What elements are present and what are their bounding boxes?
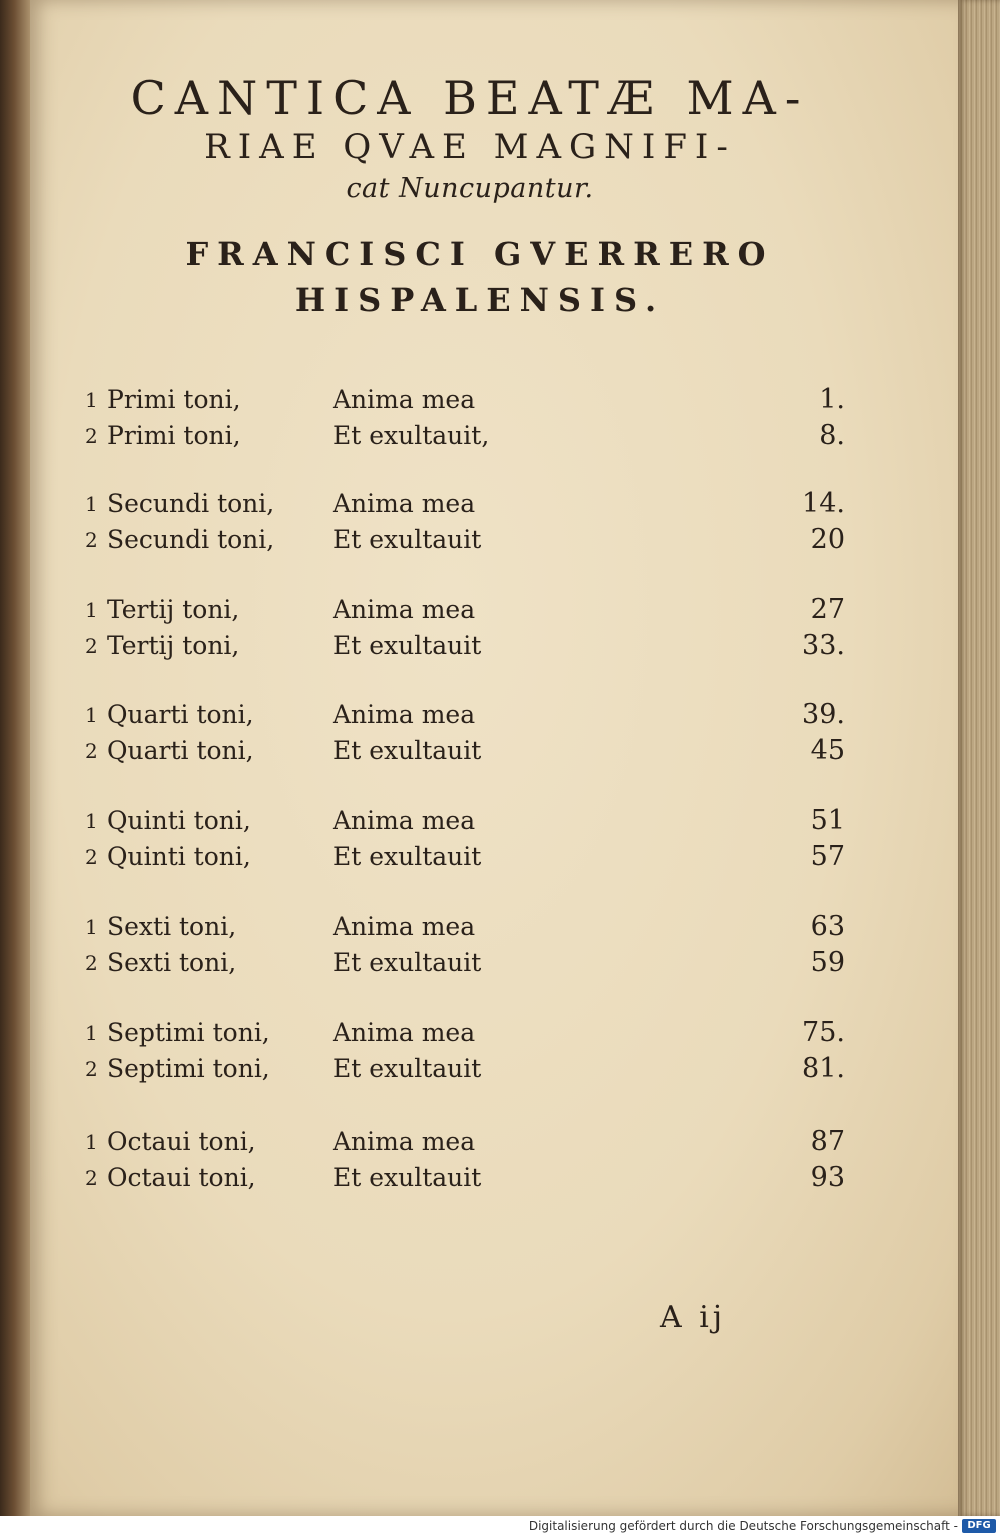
entry-tone: Octaui toni, [107,1127,256,1156]
entry-incipit: Anima mea [333,912,476,941]
entry-page: 51 [810,805,845,836]
entry-number: 2 [85,1166,98,1190]
entry-incipit: Et exultauit [333,842,482,871]
entry-page: 93 [810,1162,845,1193]
entry-page: 81. [802,1053,845,1084]
list-item [85,1160,845,1196]
entry-tone: Secundi toni, [107,489,275,518]
entry-number: 1 [85,915,98,939]
list-item [85,1051,845,1087]
list-item [85,839,845,875]
entry-incipit: Et exultauit, [333,421,490,450]
entry-incipit: Et exultauit [333,736,482,765]
entry-incipit: Anima mea [333,385,476,414]
list-item [85,733,845,769]
entry-page: 33. [802,630,845,661]
entry-tone: Tertij toni, [107,631,240,660]
entry-number: 2 [85,951,98,975]
entry-number: 1 [85,388,98,412]
entry-incipit: Anima mea [333,806,476,835]
list-item [85,382,845,418]
entry-page: 45 [810,735,845,766]
entry-incipit: Anima mea [333,489,476,518]
entry-incipit: Et exultauit [333,525,482,554]
title-line-1: CANTICA BEATÆ MA- [130,71,810,125]
list-item [85,803,845,839]
dfg-logo-icon: DFG [962,1519,996,1533]
entry-page: 57 [810,841,845,872]
entry-tone: Tertij toni, [107,595,240,624]
entry-number: 1 [85,703,98,727]
entry-page: 39. [802,699,845,730]
entry-incipit: Anima mea [333,1018,476,1047]
footer-text: Digitalisierung gefördert durch die Deutsche Forschungsgemeinschaft - [528,1519,958,1533]
entry-page: 20 [810,524,845,555]
entry-tone: Quinti toni, [107,842,251,871]
entry-tone: Primi toni, [107,385,241,414]
entry-number: 2 [85,528,98,552]
entry-tone: Primi toni, [107,421,241,450]
entry-number: 2 [85,845,98,869]
entry-tone: Octaui toni, [107,1163,256,1192]
list-item [85,1015,845,1051]
entry-tone: Quarti toni, [107,736,254,765]
entry-incipit: Et exultauit [333,1054,482,1083]
entry-tone: Septimi toni, [107,1054,270,1083]
entry-incipit: Et exultauit [333,1163,482,1192]
entry-page: 27 [810,594,845,625]
book-page [30,0,965,1516]
entry-incipit: Anima mea [333,595,476,624]
entry-page: 8. [819,420,845,451]
list-item [85,418,845,454]
entry-number: 1 [85,809,98,833]
entry-page: 1. [819,384,845,415]
composer-name: FRANCISCI GVERRERO [185,235,775,273]
composer-origin: HISPALENSIS. [294,281,666,319]
entry-tone: Sexti toni, [107,948,237,977]
list-item [85,945,845,981]
signature-mark: A ij [660,1300,727,1335]
entry-tone: Sexti toni, [107,912,237,941]
entry-number: 1 [85,598,98,622]
entry-tone: Quinti toni, [107,806,251,835]
entry-number: 2 [85,424,98,448]
list-item [85,909,845,945]
entry-number: 1 [85,492,98,516]
list-item [85,522,845,558]
entry-number: 1 [85,1130,98,1154]
title-line-2: RIAE QVAE MAGNIFI- [204,127,736,167]
entry-tone: Quarti toni, [107,700,254,729]
entry-page: 14. [802,488,845,519]
entry-number: 2 [85,634,98,658]
entry-incipit: Anima mea [333,1127,476,1156]
entry-incipit: Et exultauit [333,948,482,977]
entry-incipit: Anima mea [333,700,476,729]
entry-page: 87 [810,1126,845,1157]
list-item [85,592,845,628]
entry-page: 75. [802,1017,845,1048]
footer-bar [0,1516,1000,1536]
entry-tone: Septimi toni, [107,1018,270,1047]
page-edges [958,0,1000,1516]
entry-number: 2 [85,1057,98,1081]
entry-number: 2 [85,739,98,763]
title-line-3: cat Nuncupantur. [346,173,594,204]
entry-page: 63 [810,911,845,942]
entry-page: 59 [810,947,845,978]
entry-number: 1 [85,1021,98,1045]
list-item [85,486,845,522]
list-item [85,1124,845,1160]
entry-tone: Secundi toni, [107,525,275,554]
list-item [85,697,845,733]
entry-incipit: Et exultauit [333,631,482,660]
list-item [85,628,845,664]
